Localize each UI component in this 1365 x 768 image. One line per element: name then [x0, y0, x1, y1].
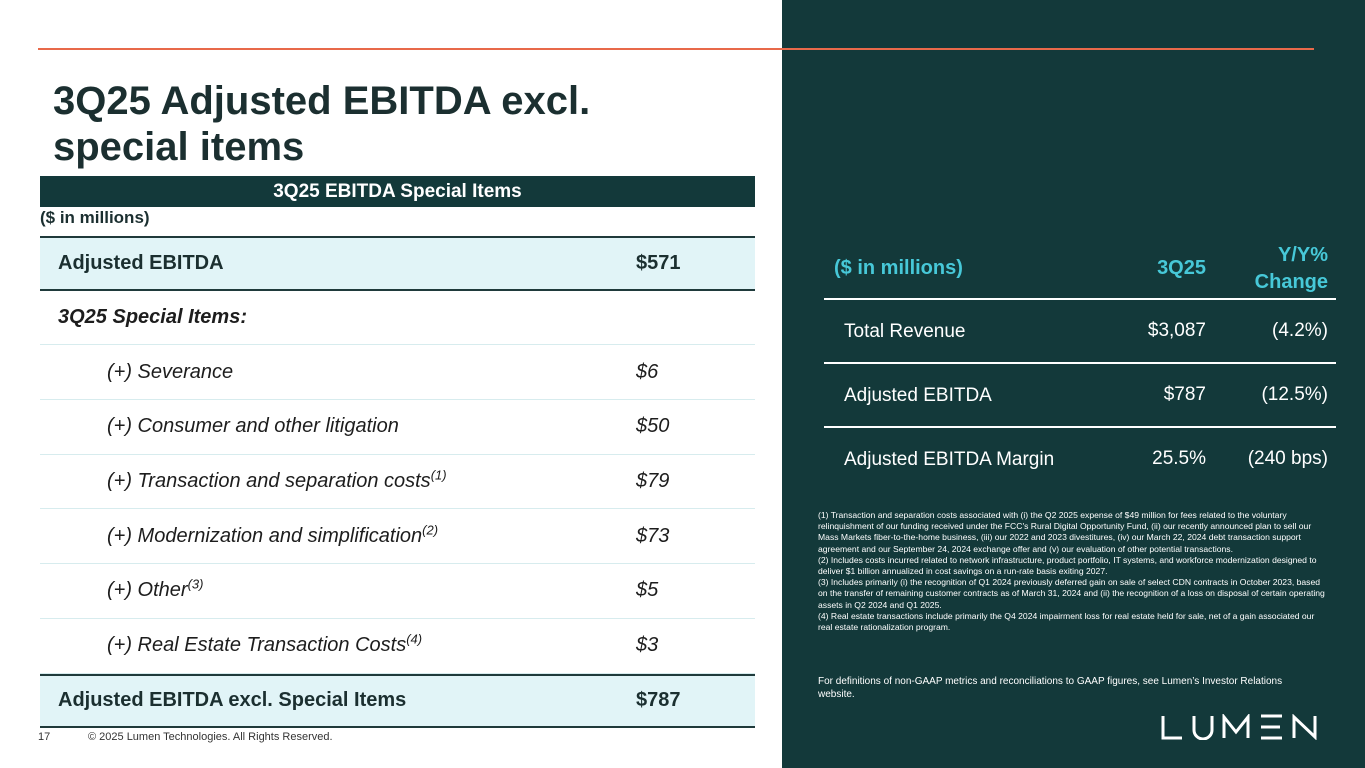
row-value: $787 — [636, 689, 681, 712]
footnote-1: (1) Transaction and separation costs associated with (i) the Q2 2025 expense of $49 million for fees related to the voluntary relinquishment of our funding received under the FCC's Rural Digital Opportunity Fund, (ii) our recently announced plan to sell our Mass Markets fiber-to-the-home business, (iii) our 2022 and 2023 divestitures, (iv) our March 22, 2024 debt transaction support agreement and our September 24, 2024 exchange offer and (v) our evaluation of other potential transactions. — [818, 510, 1312, 554]
row-change: (4.2%) — [1272, 320, 1328, 341]
row-label: Adjusted EBITDA — [58, 251, 224, 274]
summary-table-header — [824, 240, 1336, 300]
page-number: 17 — [38, 731, 51, 743]
row-label: Adjusted EBITDA excl. Special Items — [58, 689, 407, 712]
footnote-2: (2) Includes costs incurred related to network infrastructure, product portfolio, IT systems, and workforce modernization designed to deliver $1 billion annualized in cost savings on a run-rate basis exiting 2027. — [818, 554, 1317, 577]
slide-title: 3Q25 Adjusted EBITDA excl. special items — [53, 79, 591, 169]
row-label: Adjusted EBITDA — [844, 385, 992, 406]
footnote-ref: (3) — [187, 576, 204, 592]
table-row — [40, 291, 755, 346]
row-value: $3,087 — [1147, 320, 1206, 341]
table-row — [40, 619, 755, 674]
table-row — [824, 300, 1336, 364]
lumen-logo — [1160, 714, 1320, 740]
footnote-ref: (4) — [406, 631, 423, 647]
table-row — [40, 674, 755, 729]
row-value: $787 — [1163, 384, 1206, 405]
definitions-note: For definitions of non-GAAP metrics and reconciliations to GAAP figures, see Lumen’s Investor Relations website. — [818, 676, 1283, 700]
row-value: $79 — [636, 470, 670, 493]
row-value: $3 — [636, 634, 659, 657]
table-row — [824, 364, 1336, 428]
special-items-table-header: 3Q25 EBITDA Special Items — [40, 176, 755, 207]
row-label: Total Revenue — [844, 321, 966, 342]
row-label: Adjusted EBITDA Margin — [844, 449, 1055, 470]
row-label: (+) Consumer and other litigation — [107, 415, 399, 438]
row-value: $50 — [636, 415, 670, 438]
row-label: (+) Other$^{(3)}$ — [107, 576, 204, 602]
header-change: Y/Y% Change — [1254, 244, 1328, 293]
summary-table — [824, 240, 1336, 492]
header-period: 3Q25 — [1157, 257, 1206, 279]
header-unit: ($ in millions) — [834, 257, 963, 279]
footnote-ref: (1) — [430, 467, 447, 483]
row-label: 3Q25 Special Items: — [58, 306, 247, 329]
table-row — [40, 400, 755, 455]
row-label: (+) Transaction and separation costs$^{(1)}$ — [107, 467, 447, 493]
row-value: $6 — [636, 360, 659, 383]
row-change: (12.5%) — [1261, 384, 1328, 405]
row-change: (240 bps) — [1247, 448, 1328, 469]
footnote-ref: (2) — [422, 522, 439, 538]
row-value: $571 — [636, 251, 681, 274]
copyright: © 2025 Lumen Technologies. All Rights Reserved. — [88, 731, 333, 743]
accent-line — [38, 48, 1314, 50]
row-label: (+) Real Estate Transaction Costs$^{(4)}$ — [107, 631, 423, 657]
row-label: (+) Severance — [107, 360, 234, 383]
table-row — [40, 345, 755, 400]
row-value: $73 — [636, 524, 670, 547]
footnote-4: (4) Real estate transactions include primarily the Q4 2024 impairment loss for real estate held for sale, net of a gain associated our real estate rationalization program. — [818, 610, 1315, 633]
table-row — [40, 564, 755, 619]
special-items-unit: ($ in millions) — [40, 208, 150, 227]
row-label: (+) Modernization and simplification$^{(2)}$ — [107, 522, 439, 547]
table-row — [40, 455, 755, 510]
footnotes — [818, 510, 1330, 633]
table-row — [824, 428, 1336, 492]
table-row — [40, 509, 755, 564]
special-items-table — [40, 236, 755, 728]
row-value: 25.5% — [1152, 448, 1206, 469]
row-value: $5 — [636, 579, 659, 602]
table-row — [40, 236, 755, 291]
footnote-3: (3) Includes primarily (i) the recognition of Q1 2024 previously deferred gain on sale of select CDN contracts in October 2023, based on the transfer of remaining customer contracts as of March 31, 2024 and (ii) the recognition of a loss on disposal of certain operating assets in Q2 2024 and Q1 2025. — [818, 577, 1325, 610]
